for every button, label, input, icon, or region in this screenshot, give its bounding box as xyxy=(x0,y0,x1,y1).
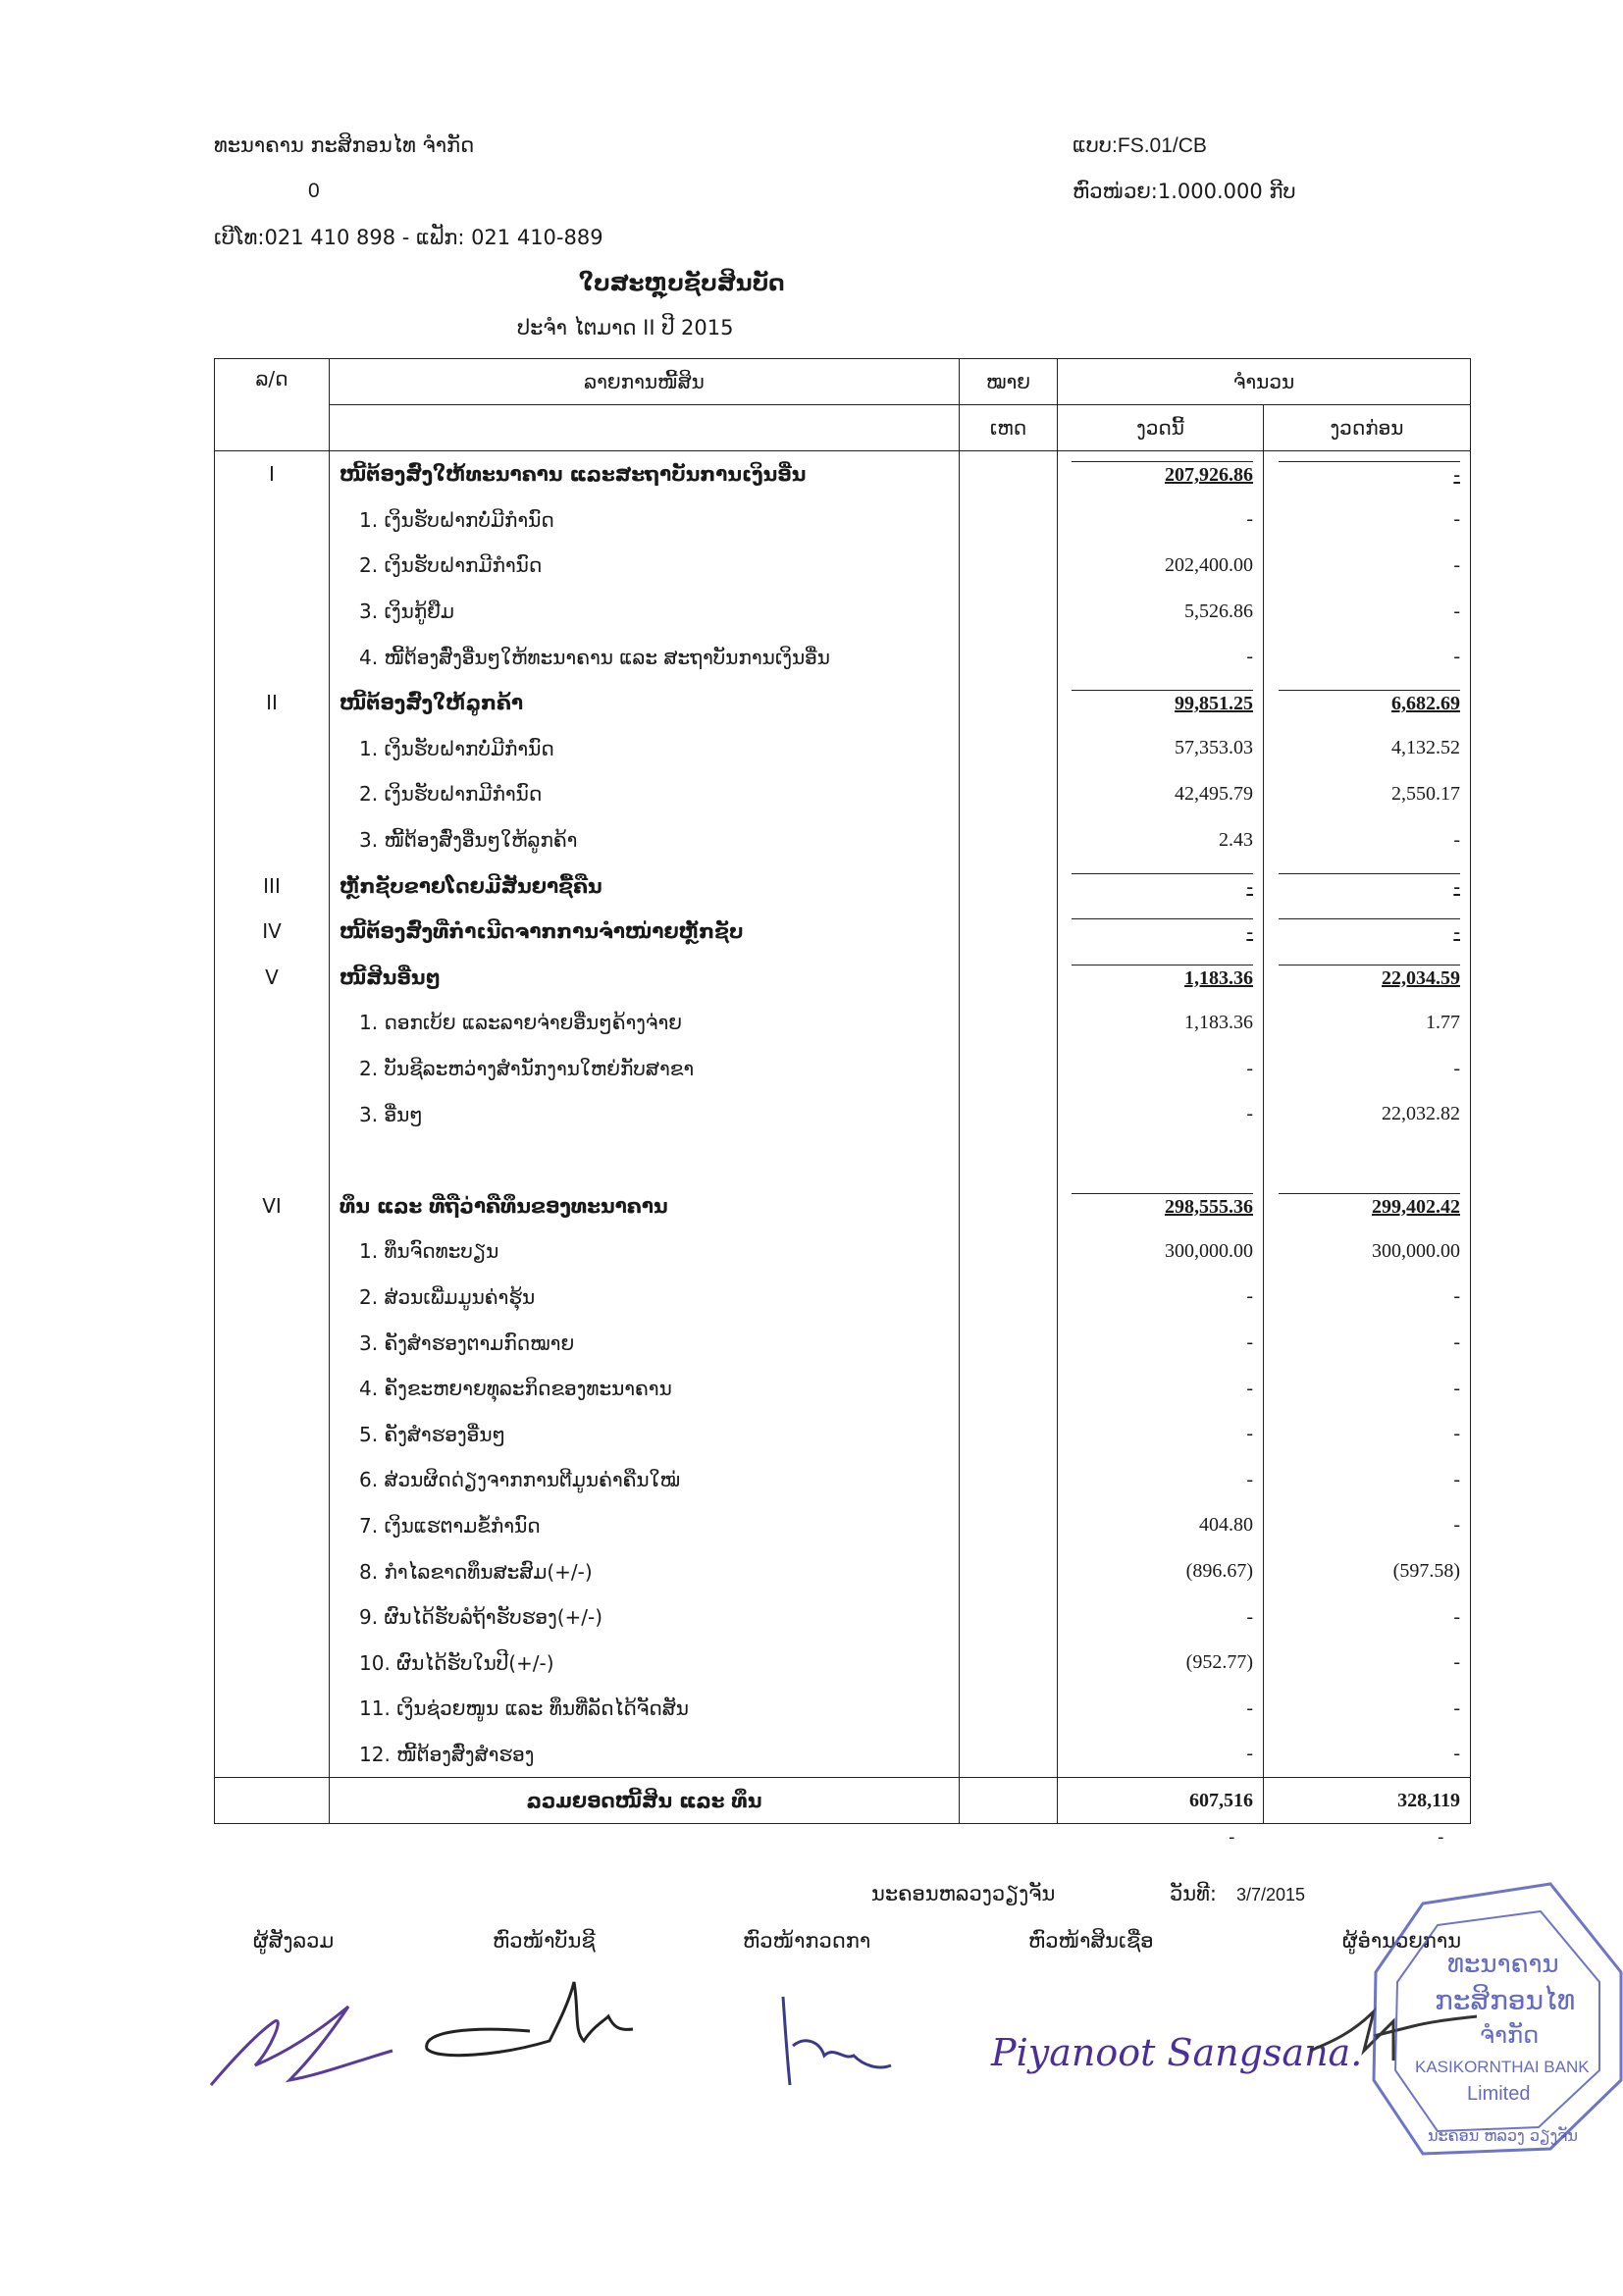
table-header-row-2 xyxy=(215,405,1471,451)
row-current: (896.67) xyxy=(1058,1548,1264,1594)
table-row xyxy=(215,1548,1471,1594)
table-row xyxy=(215,543,1471,589)
row-current: - xyxy=(1058,1320,1264,1366)
row-previous: - xyxy=(1264,817,1471,863)
row-note xyxy=(960,1732,1058,1778)
signature-chief-inspector xyxy=(765,1987,903,2095)
below-total-previous: - xyxy=(1438,1827,1444,1848)
row-label: 6. ສ່ວນຜິດດ່ຽງຈາກການຕີມູນຄ່າຄືນໃໝ່ xyxy=(330,1457,960,1503)
col-header-amount: ຈຳນວນ xyxy=(1058,359,1471,405)
row-note xyxy=(960,634,1058,680)
row-current: - xyxy=(1058,497,1264,544)
row-number xyxy=(215,1366,330,1412)
col-header-note-1: ໝາຍ xyxy=(960,359,1058,405)
row-label: ໜີ້ຕ້ອງສົ່ງທີ່ກໍາເນີດຈາກການຈໍາໜ່າຍຫຼັກຊັບ xyxy=(330,909,960,955)
row-label: 3. ອື່ນໆ xyxy=(330,1091,960,1137)
row-previous: - xyxy=(1264,497,1471,544)
row-label: 2. ບັນຊີລະຫວ່າງສຳນັກງານໃຫຍ່ກັບສາຂາ xyxy=(330,1046,960,1092)
col-header-current: ງວດນີ້ xyxy=(1058,405,1264,451)
row-note xyxy=(960,589,1058,635)
row-label: 12. ໜີ້ຕ້ອງສົ່ງສຳຮອງ xyxy=(330,1732,960,1778)
row-number: V xyxy=(215,955,330,1001)
table-row xyxy=(215,1000,1471,1046)
row-note xyxy=(960,1457,1058,1503)
row-note xyxy=(960,1275,1058,1321)
row-previous-value: - xyxy=(1279,918,1460,944)
row-note xyxy=(960,862,1058,909)
liabilities-table xyxy=(214,358,1471,1824)
row-number xyxy=(215,771,330,817)
row-current: - xyxy=(1058,1275,1264,1321)
row-previous xyxy=(1264,1183,1471,1229)
row-label: ທຶນ ແລະ ທີ່ຖືວ່າຄືທຶນຂອງທະນາຄານ xyxy=(330,1183,960,1229)
table-row xyxy=(215,1320,1471,1366)
stamp-text-6: ນະຄອນ ຫລວງ ວຽງຈັນ xyxy=(1428,2126,1578,2145)
row-label: 1. ເງິນຮັບຝາກບໍ່ມີກຳນົດ xyxy=(330,726,960,772)
row-label: 2. ສ່ວນເພີ່ມມູນຄ່າຮຸ້ນ xyxy=(330,1275,960,1321)
row-note xyxy=(960,1046,1058,1092)
page-title: ໃບສະຫຼຸບຊັບສິນບັດ xyxy=(579,271,785,296)
row-number: II xyxy=(215,680,330,726)
row-number xyxy=(215,1275,330,1321)
row-label: 8. ກຳໄລຂາດທຶນສະສົມ(+/-) xyxy=(330,1548,960,1594)
total-label: ລວມຍອດໜີ້ສິນ ແລະ ທຶນ xyxy=(330,1778,960,1824)
signature-label-chief-inspector: ຫົວໜ້າກວດກາ xyxy=(743,1929,871,1953)
place-label: ນະຄອນຫລວງວຽງຈັນ xyxy=(871,1882,1056,1905)
branch-code: 0 xyxy=(308,180,320,202)
row-number: III xyxy=(215,862,330,909)
stamp-text-2: ກະສິກອນໄທ xyxy=(1435,1984,1576,2016)
row-current xyxy=(1058,955,1264,1001)
row-previous: - xyxy=(1264,1732,1471,1778)
row-label: ໜີ້ສິນອື່ນໆ xyxy=(330,955,960,1001)
table-row xyxy=(215,1137,1471,1183)
row-previous: - xyxy=(1264,1503,1471,1549)
row-previous xyxy=(1264,451,1471,497)
signature-compiler xyxy=(201,1992,397,2100)
row-number xyxy=(215,543,330,589)
table-row xyxy=(215,1275,1471,1321)
row-previous: - xyxy=(1264,1594,1471,1641)
row-previous xyxy=(1264,909,1471,955)
row-number xyxy=(215,1594,330,1641)
row-label: 3. ຄັງສຳຮອງຕາມກົດໝາຍ xyxy=(330,1320,960,1366)
table-row xyxy=(215,1366,1471,1412)
row-previous-value: 299,402.42 xyxy=(1279,1193,1460,1219)
row-label: 5. ຄັງສຳຮອງອື່ນໆ xyxy=(330,1411,960,1457)
row-note xyxy=(960,1411,1058,1457)
row-number xyxy=(215,1686,330,1732)
row-number xyxy=(215,1228,330,1275)
row-current: - xyxy=(1058,1732,1264,1778)
row-note xyxy=(960,771,1058,817)
row-current: - xyxy=(1058,1594,1264,1641)
row-label: 1. ເງິນຮັບຝາກບໍ່ມີກຳນົດ xyxy=(330,497,960,544)
signature-label-director: ຜູ້ອຳນວຍການ xyxy=(1342,1929,1462,1953)
row-previous: - xyxy=(1264,1457,1471,1503)
total-note xyxy=(960,1778,1058,1824)
table-row xyxy=(215,817,1471,863)
col-header-previous: ງວດກ່ອນ xyxy=(1264,405,1471,451)
row-label: 3. ໜີ້ຕ້ອງສົ່ງອື່ນໆໃຫ້ລູກຄ້າ xyxy=(330,817,960,863)
row-note xyxy=(960,1183,1058,1229)
date-label: ວັນທີ: xyxy=(1170,1882,1217,1905)
row-number xyxy=(215,817,330,863)
row-previous: - xyxy=(1264,1686,1471,1732)
row-current xyxy=(1058,1137,1264,1183)
row-current: 404.80 xyxy=(1058,1503,1264,1549)
row-note xyxy=(960,1503,1058,1549)
total-row xyxy=(215,1778,1471,1824)
table-header-row-1 xyxy=(215,359,1471,405)
row-number: VI xyxy=(215,1183,330,1229)
row-label: ໜີ້ຕ້ອງສົ່ງໃຫ້ລູກຄ້າ xyxy=(330,680,960,726)
row-previous: (597.58) xyxy=(1264,1548,1471,1594)
row-number xyxy=(215,1320,330,1366)
row-previous: - xyxy=(1264,1275,1471,1321)
row-previous-value: - xyxy=(1279,461,1460,487)
row-previous xyxy=(1264,955,1471,1001)
row-previous: - xyxy=(1264,1366,1471,1412)
bank-name: ທະນາຄານ ກະສິກອນໄທ ຈຳກັດ xyxy=(214,133,475,157)
row-current xyxy=(1058,862,1264,909)
signature-handwritten-name xyxy=(991,2007,1363,2095)
row-current: - xyxy=(1058,1686,1264,1732)
row-current: 300,000.00 xyxy=(1058,1228,1264,1275)
row-note xyxy=(960,1000,1058,1046)
row-label: 4. ໜີ້ຕ້ອງສົ່ງອື່ນໆໃຫ້ທະນາຄານ ແລະ ສະຖາບັນການເງິນອື່ນ xyxy=(330,634,960,680)
row-current: (952.77) xyxy=(1058,1640,1264,1686)
phone-fax: ເບີໂທ:021 410 898 - ແຟັກ: 021 410-889 xyxy=(214,226,603,249)
table-row xyxy=(215,726,1471,772)
row-note xyxy=(960,909,1058,955)
col-header-note-2: ເຫດ xyxy=(960,405,1058,451)
signature-label-chief-accountant: ຫົວໜ້າບັນຊີ xyxy=(493,1929,596,1953)
company-stamp xyxy=(1364,1864,1623,2168)
row-current xyxy=(1058,909,1264,955)
table-row xyxy=(215,589,1471,635)
row-current: 57,353.03 xyxy=(1058,726,1264,772)
row-previous: - xyxy=(1264,543,1471,589)
row-previous: 300,000.00 xyxy=(1264,1228,1471,1275)
table-row xyxy=(215,1228,1471,1275)
form-code: ແບບ:FS.01/CB xyxy=(1073,134,1207,157)
table-row xyxy=(215,1732,1471,1778)
section-row xyxy=(215,862,1471,909)
table-row xyxy=(215,497,1471,544)
row-current: 42,495.79 xyxy=(1058,771,1264,817)
row-label: ໜີ້ຕ້ອງສົ່ງໃຫ້ທະນາຄານ ແລະສະຖາບັນການເງິນອື່ນ xyxy=(330,451,960,497)
row-previous: 1.77 xyxy=(1264,1000,1471,1046)
row-current: - xyxy=(1058,1457,1264,1503)
table-row xyxy=(215,1640,1471,1686)
row-number: IV xyxy=(215,909,330,955)
stamp-text-3: ຈຳກັດ xyxy=(1480,2021,1540,2049)
row-note xyxy=(960,543,1058,589)
row-note xyxy=(960,1686,1058,1732)
row-previous xyxy=(1264,862,1471,909)
row-current: 2.43 xyxy=(1058,817,1264,863)
report-period: ປະຈຳ ໄຕມາດ II ປີ 2015 xyxy=(517,316,734,339)
row-current-value: - xyxy=(1072,873,1253,899)
row-current: - xyxy=(1058,634,1264,680)
row-current: 1,183.36 xyxy=(1058,1000,1264,1046)
table-row xyxy=(215,634,1471,680)
below-total-current: - xyxy=(1229,1827,1235,1848)
row-current-value: 298,555.36 xyxy=(1072,1193,1253,1219)
row-label: 10. ຜົນໄດ້ຮັບໃນປີ(+/-) xyxy=(330,1640,960,1686)
row-note xyxy=(960,1137,1058,1183)
row-number: I xyxy=(215,451,330,497)
row-number xyxy=(215,589,330,635)
total-previous: 328,119 xyxy=(1264,1778,1471,1824)
row-label: 9. ຜົນໄດ້ຮັບລໍຖ້າຮັບຮອງ(+/-) xyxy=(330,1594,960,1641)
row-note xyxy=(960,817,1058,863)
row-label xyxy=(330,1137,960,1183)
stamp-text-1: ທະນາຄານ xyxy=(1447,1950,1559,1979)
row-previous: 2,550.17 xyxy=(1264,771,1471,817)
row-number xyxy=(215,1503,330,1549)
row-note xyxy=(960,1594,1058,1641)
unit-label: ຫົວໜ່ວຍ:1.000.000 ກີບ xyxy=(1073,180,1296,203)
row-number xyxy=(215,1000,330,1046)
row-previous: 22,032.82 xyxy=(1264,1091,1471,1137)
row-note xyxy=(960,1366,1058,1412)
row-note xyxy=(960,1228,1058,1275)
row-number xyxy=(215,1640,330,1686)
row-current: - xyxy=(1058,1046,1264,1092)
row-previous: - xyxy=(1264,589,1471,635)
row-number xyxy=(215,1548,330,1594)
row-note xyxy=(960,1548,1058,1594)
table-row xyxy=(215,1457,1471,1503)
total-no xyxy=(215,1778,330,1824)
section-row xyxy=(215,909,1471,955)
row-previous: - xyxy=(1264,1411,1471,1457)
row-note xyxy=(960,726,1058,772)
row-note xyxy=(960,1640,1058,1686)
row-number xyxy=(215,634,330,680)
row-current: 202,400.00 xyxy=(1058,543,1264,589)
row-current xyxy=(1058,680,1264,726)
table-row xyxy=(215,1594,1471,1641)
row-previous: - xyxy=(1264,1046,1471,1092)
row-previous: - xyxy=(1264,1640,1471,1686)
row-current xyxy=(1058,1183,1264,1229)
table-row xyxy=(215,1686,1471,1732)
row-previous-value: 6,682.69 xyxy=(1279,690,1460,715)
row-label: 3. ເງິນກູ້ຢືມ xyxy=(330,589,960,635)
row-number xyxy=(215,497,330,544)
row-number xyxy=(215,1732,330,1778)
row-previous-value: 22,034.59 xyxy=(1279,965,1460,990)
row-current-value: 207,926.86 xyxy=(1072,461,1253,487)
row-current xyxy=(1058,451,1264,497)
row-current-value: - xyxy=(1072,918,1253,944)
row-number xyxy=(215,1046,330,1092)
col-header-item-blank xyxy=(330,405,960,451)
section-row xyxy=(215,955,1471,1001)
row-number xyxy=(215,1091,330,1137)
row-number xyxy=(215,726,330,772)
row-label: 2. ເງິນຮັບຝາກມີກຳນົດ xyxy=(330,543,960,589)
row-previous: - xyxy=(1264,1320,1471,1366)
table-row xyxy=(215,1411,1471,1457)
col-header-item: ລາຍການໜີ້ສິນ xyxy=(330,359,960,405)
stamp-text-4: KASIKORNTHAI BANK xyxy=(1415,2058,1590,2076)
signature-label-compiler: ຜູ້ສັງລວມ xyxy=(253,1929,335,1953)
row-previous: 4,132.52 xyxy=(1264,726,1471,772)
row-previous xyxy=(1264,680,1471,726)
row-previous: - xyxy=(1264,634,1471,680)
row-label: 2. ເງິນຮັບຝາກມີກຳນົດ xyxy=(330,771,960,817)
col-header-no: ລ/ດ xyxy=(215,359,330,451)
row-current: - xyxy=(1058,1366,1264,1412)
row-current: - xyxy=(1058,1091,1264,1137)
row-label: 4. ຄັງຂະຫຍາຍທຸລະກິດຂອງທະນາຄານ xyxy=(330,1366,960,1412)
row-label: 1. ດອກເບ້ຍ ແລະລາຍຈ່າຍອື່ນໆຄ້າງຈ່າຍ xyxy=(330,1000,960,1046)
row-label: 11. ເງິນຊ່ວຍໜູນ ແລະ ທຶນທີ່ລັດໄດ້ຈັດສັນ xyxy=(330,1686,960,1732)
row-note xyxy=(960,680,1058,726)
row-current-value: 99,851.25 xyxy=(1072,690,1253,715)
row-note xyxy=(960,451,1058,497)
section-row xyxy=(215,680,1471,726)
row-previous-value: - xyxy=(1279,873,1460,899)
row-current: - xyxy=(1058,1411,1264,1457)
table-row xyxy=(215,771,1471,817)
row-note xyxy=(960,497,1058,544)
table-row xyxy=(215,1503,1471,1549)
date-value: 3/7/2015 xyxy=(1236,1885,1306,1905)
row-current-value: 1,183.36 xyxy=(1072,965,1253,990)
row-note xyxy=(960,1091,1058,1137)
table-row xyxy=(215,1046,1471,1092)
section-row xyxy=(215,451,1471,497)
table-row xyxy=(215,1091,1471,1137)
signature-chief-accountant xyxy=(412,1972,638,2080)
row-current: 5,526.86 xyxy=(1058,589,1264,635)
row-previous xyxy=(1264,1137,1471,1183)
row-note xyxy=(960,955,1058,1001)
row-label: 7. ເງິນແຮຕາມຂໍ້ກຳນົດ xyxy=(330,1503,960,1549)
stamp-text-5: Limited xyxy=(1467,2083,1531,2105)
signature-label-chief-credit: ຫົວໜ້າສິນເຊື່ອ xyxy=(1028,1929,1154,1953)
row-label: 1. ທຶນຈົດທະບຽນ xyxy=(330,1228,960,1275)
row-note xyxy=(960,1320,1058,1366)
handwritten-name-text: Piyanoot Sangsana. xyxy=(991,2031,1363,2074)
row-number xyxy=(215,1411,330,1457)
row-label: ຫຼັກຊັບຂາຍໂດຍມີສັນຍາຊື້ຄືນ xyxy=(330,862,960,909)
total-current: 607,516 xyxy=(1058,1778,1264,1824)
row-number xyxy=(215,1457,330,1503)
row-number xyxy=(215,1137,330,1183)
section-row xyxy=(215,1183,1471,1229)
